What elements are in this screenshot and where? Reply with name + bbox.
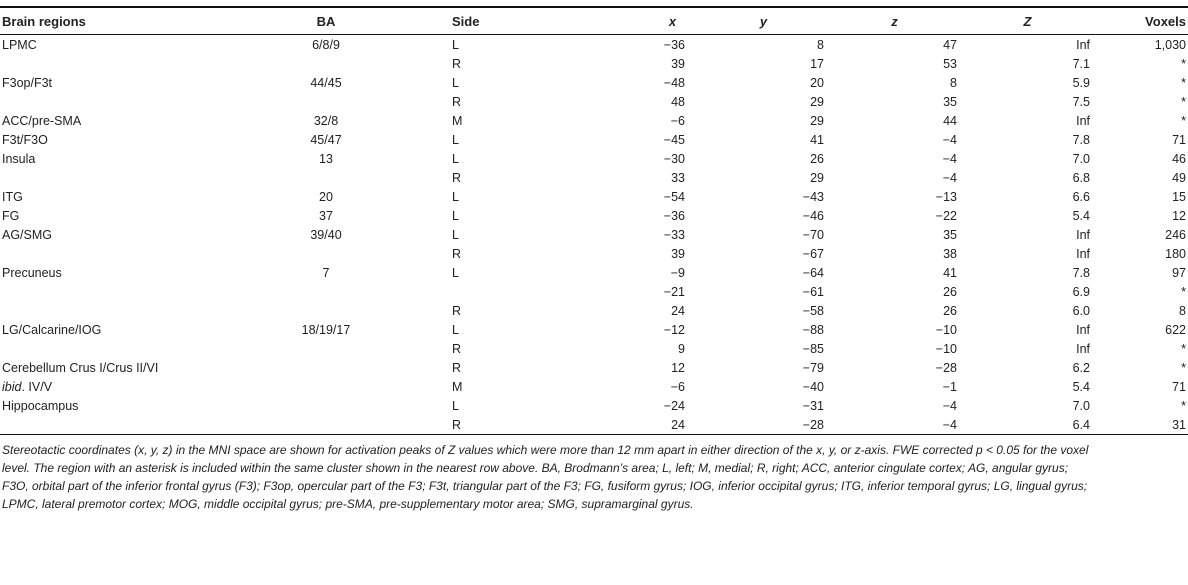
cell-brain-region: ACC/pre-SMA (2, 113, 82, 128)
cell-y: −70 (802, 227, 824, 242)
cell-side: L (452, 37, 459, 52)
cell-brain-region: Cerebellum Crus I/Crus II/VI (2, 360, 159, 375)
table-row (0, 339, 1188, 358)
cell-z-value: 5.4 (1072, 379, 1090, 394)
cell-ba (202, 358, 450, 377)
cell-y: 17 (810, 56, 824, 71)
cell-ba (202, 168, 450, 187)
cell-side: L (452, 265, 459, 280)
cell-ba: 32/8 (313, 113, 339, 128)
cell-x: −30 (663, 151, 685, 166)
cell-voxels: * (1181, 398, 1186, 413)
cell-voxels: 622 (1165, 322, 1186, 337)
cell-x: −48 (663, 75, 685, 90)
cell-brain-region (0, 282, 202, 301)
cell-side: R (452, 246, 462, 261)
cell-z: −10 (935, 341, 957, 356)
table-row (0, 358, 1188, 377)
cell-x: 39 (671, 246, 685, 261)
header-y: y (699, 7, 828, 35)
cell-voxels: 8 (1179, 303, 1186, 318)
cell-voxels: 180 (1165, 246, 1186, 261)
cell-brain-region: F3t/F3O (2, 132, 48, 147)
header-x: x (656, 7, 699, 35)
activation-peaks-table (0, 6, 1188, 435)
table-row (0, 415, 1188, 435)
cell-z-value: 7.8 (1072, 265, 1090, 280)
table-body (0, 35, 1188, 435)
cell-z-value: 6.0 (1072, 303, 1090, 318)
cell-z: 26 (943, 303, 957, 318)
cell-brain-region: ITG (2, 189, 23, 204)
table-row (0, 35, 1188, 55)
cell-y: 29 (810, 94, 824, 109)
cell-voxels: 49 (1172, 170, 1186, 185)
cell-ba: 13 (319, 151, 333, 166)
cell-z-value: 7.1 (1072, 56, 1090, 71)
table-row (0, 282, 1188, 301)
table-row (0, 92, 1188, 111)
cell-voxels: 12 (1172, 208, 1186, 223)
cell-x: −45 (663, 132, 685, 147)
cell-side: R (452, 303, 462, 318)
cell-z: 35 (943, 227, 957, 242)
cell-ba: 37 (319, 208, 333, 223)
cell-x: −9 (670, 265, 685, 280)
region-text-rest: . IV/V (21, 379, 53, 394)
cell-voxels: * (1181, 94, 1186, 109)
cell-side: R (452, 56, 462, 71)
cell-z-value: Inf (1076, 113, 1090, 128)
cell-z: 35 (943, 94, 957, 109)
table-row (0, 320, 1188, 339)
cell-brain-region: Precuneus (2, 265, 62, 280)
cell-voxels: 71 (1172, 379, 1186, 394)
cell-x: 39 (671, 56, 685, 71)
header-ba: BA (202, 7, 450, 35)
cell-voxels: 71 (1172, 132, 1186, 147)
cell-z-value: Inf (1076, 37, 1090, 52)
cell-voxels: 46 (1172, 151, 1186, 166)
cell-side: R (450, 415, 656, 435)
cell-z-value: 5.4 (1072, 208, 1090, 223)
cell-z-value: Inf (1076, 246, 1090, 261)
cell-y: 8 (817, 37, 824, 52)
table-row (0, 130, 1188, 149)
header-voxels: Voxels (1102, 7, 1188, 35)
cell-voxels: * (1181, 341, 1186, 356)
cell-x: 33 (671, 170, 685, 185)
cell-ba: 18/19/17 (301, 322, 351, 337)
cell-brain-region: AG/SMG (2, 227, 53, 242)
cell-z: −4 (942, 170, 957, 185)
cell-y: −85 (802, 341, 824, 356)
table-row (0, 187, 1188, 206)
cell-voxels: 31 (1102, 415, 1188, 435)
table-row (0, 225, 1188, 244)
cell-y: −88 (802, 322, 824, 337)
cell-side: R (452, 94, 462, 109)
cell-brain-region: LPMC (2, 37, 37, 52)
table-row (0, 168, 1188, 187)
cell-brain-region (0, 92, 202, 111)
cell-z: 38 (943, 246, 957, 261)
table-header (0, 7, 1188, 35)
table-row (0, 263, 1188, 282)
cell-z: −1 (942, 379, 957, 394)
cell-z-value: 7.8 (1072, 132, 1090, 147)
cell-z: 41 (943, 265, 957, 280)
cell-brain-region: LG/Calcarine/IOG (2, 322, 102, 337)
cell-z-value: 5.9 (1072, 75, 1090, 90)
cell-x: 9 (678, 341, 685, 356)
cell-z: −4 (942, 132, 957, 147)
cell-ba: 44/45 (310, 75, 342, 90)
cell-z: −10 (935, 322, 957, 337)
cell-brain-region (0, 415, 202, 435)
cell-ba (202, 339, 450, 358)
cell-ba (202, 415, 450, 435)
cell-side: M (452, 113, 463, 128)
cell-y: −43 (802, 189, 824, 204)
cell-x: 48 (671, 94, 685, 109)
cell-ba (202, 54, 450, 73)
cell-ba (202, 396, 450, 415)
cell-x: −36 (663, 37, 685, 52)
cell-x: 12 (671, 360, 685, 375)
cell-y: −61 (802, 284, 824, 299)
cell-ba (202, 301, 450, 320)
cell-y: −40 (802, 379, 824, 394)
cell-y: −46 (802, 208, 824, 223)
cell-x: −12 (663, 322, 685, 337)
cell-voxels: 246 (1165, 227, 1186, 242)
cell-voxels: * (1181, 56, 1186, 71)
cell-side: L (452, 398, 459, 413)
cell-brain-region: F3op/F3t (2, 75, 53, 90)
cell-z-value: 7.5 (1072, 94, 1090, 109)
cell-z: −28 (935, 360, 957, 375)
cell-side: L (452, 208, 459, 223)
cell-z-value: 6.4 (961, 415, 1102, 435)
cell-x: 24 (671, 303, 685, 318)
cell-z-value: 7.0 (1072, 151, 1090, 166)
table-row (0, 149, 1188, 168)
cell-side: L (452, 75, 459, 90)
cell-z-value: 6.2 (1072, 360, 1090, 375)
cell-y: 29 (810, 170, 824, 185)
cell-voxels: * (1181, 75, 1186, 90)
cell-x: −6 (670, 379, 685, 394)
cell-side: R (452, 360, 462, 375)
cell-y: −67 (802, 246, 824, 261)
cell-side: R (452, 170, 462, 185)
cell-y: 20 (810, 75, 824, 90)
cell-voxels: 1,030 (1154, 37, 1186, 52)
cell-z: 53 (943, 56, 957, 71)
cell-ba: 20 (319, 189, 333, 204)
cell-z: 26 (943, 284, 957, 299)
cell-y: 29 (810, 113, 824, 128)
cell-ba: 7 (322, 265, 330, 280)
cell-voxels: * (1181, 284, 1186, 299)
cell-brain-region (0, 377, 202, 396)
cell-brain-region (0, 339, 202, 358)
cell-z: −22 (935, 208, 957, 223)
cell-z: −13 (935, 189, 957, 204)
cell-z-value: Inf (1076, 341, 1090, 356)
cell-x: −36 (663, 208, 685, 223)
cell-voxels: 97 (1172, 265, 1186, 280)
table-footnote: Stereotactic coordinates (x, y, z) in the MNI space are shown for activation peaks of Z values which were more than 12 mm apart in either direction of the x, y, or z-axis. FWE corrected p < 0.05 for the voxel level. The region with an asterisk is included within the same cluster shown in the nearest row above. BA, Brodmann’s area; L, left; M, medial; R, right; ACC, anterior cingulate cortex; AG, angular gyrus; F3O, orbital part of the inferior frontal gyrus (F3); F3op, opercular part of the F3; F3t, triangular part of the F3; FG, fusiform gyrus; IOG, inferior occipital gyrus; ITG, inferior temporal gyrus; LG, lingual gyrus; LPMC, lateral premotor cortex; MOG, middle occipital gyrus; pre-SMA, pre-supplementary motor area; SMG, supramarginal gyrus. (2, 443, 1089, 511)
cell-x: −33 (663, 227, 685, 242)
cell-z-value: 7.0 (1072, 398, 1090, 413)
cell-z-value: 6.6 (1072, 189, 1090, 204)
header-brain-regions: Brain regions (0, 7, 202, 35)
cell-voxels: * (1181, 113, 1186, 128)
cell-brain-region: FG (2, 208, 20, 223)
cell-z-value: Inf (1076, 227, 1090, 242)
cell-z: −4 (942, 151, 957, 166)
table-row (0, 301, 1188, 320)
region-italic-prefix: ibid (2, 379, 22, 394)
cell-ba (202, 244, 450, 263)
cell-ba: 6/8/9 (312, 37, 340, 52)
header-z: z (828, 7, 961, 35)
table-row (0, 111, 1188, 130)
cell-y: −64 (802, 265, 824, 280)
cell-y: 41 (810, 132, 824, 147)
cell-z: −4 (942, 398, 957, 413)
cell-x: −54 (663, 189, 685, 204)
cell-z-value: 6.9 (1072, 284, 1090, 299)
cell-z: 44 (943, 113, 957, 128)
cell-side: M (452, 379, 463, 394)
cell-x: 24 (656, 415, 699, 435)
cell-x: −24 (663, 398, 685, 413)
cell-ba (202, 282, 450, 301)
table-row (0, 377, 1188, 396)
cell-ba: 45/47 (310, 132, 342, 147)
cell-brain-region (0, 244, 202, 263)
cell-ba: 39/40 (310, 227, 342, 242)
cell-z: −4 (828, 415, 961, 435)
table-row (0, 73, 1188, 92)
cell-x: −21 (663, 284, 685, 299)
cell-side: L (452, 227, 459, 242)
table-row (0, 54, 1188, 73)
cell-brain-region (0, 301, 202, 320)
cell-brain-region (0, 168, 202, 187)
cell-z-value: 6.8 (1072, 170, 1090, 185)
header-z-value: Z (961, 7, 1102, 35)
header-side: Side (450, 7, 656, 35)
cell-voxels: * (1181, 360, 1186, 375)
cell-brain-region: Insula (2, 151, 36, 166)
cell-brain-region: Hippocampus (2, 398, 79, 413)
cell-side: L (452, 189, 459, 204)
cell-y: −58 (802, 303, 824, 318)
cell-brain-region (0, 54, 202, 73)
cell-y: −79 (802, 360, 824, 375)
cell-side: L (452, 132, 459, 147)
cell-side: L (452, 151, 459, 166)
cell-side: R (452, 341, 462, 356)
cell-voxels: 15 (1172, 189, 1186, 204)
cell-y: 26 (810, 151, 824, 166)
table-row (0, 396, 1188, 415)
table-row (0, 206, 1188, 225)
header-row (0, 7, 1188, 35)
cell-z: 8 (950, 75, 957, 90)
cell-z: 47 (943, 37, 957, 52)
table-row (0, 244, 1188, 263)
cell-ba (202, 377, 450, 396)
cell-z-value: Inf (1076, 322, 1090, 337)
cell-x: −6 (670, 113, 685, 128)
cell-side: L (452, 322, 459, 337)
cell-ba (202, 92, 450, 111)
cell-y: −31 (802, 398, 824, 413)
cell-y: −28 (699, 415, 828, 435)
cell-side (450, 282, 656, 301)
